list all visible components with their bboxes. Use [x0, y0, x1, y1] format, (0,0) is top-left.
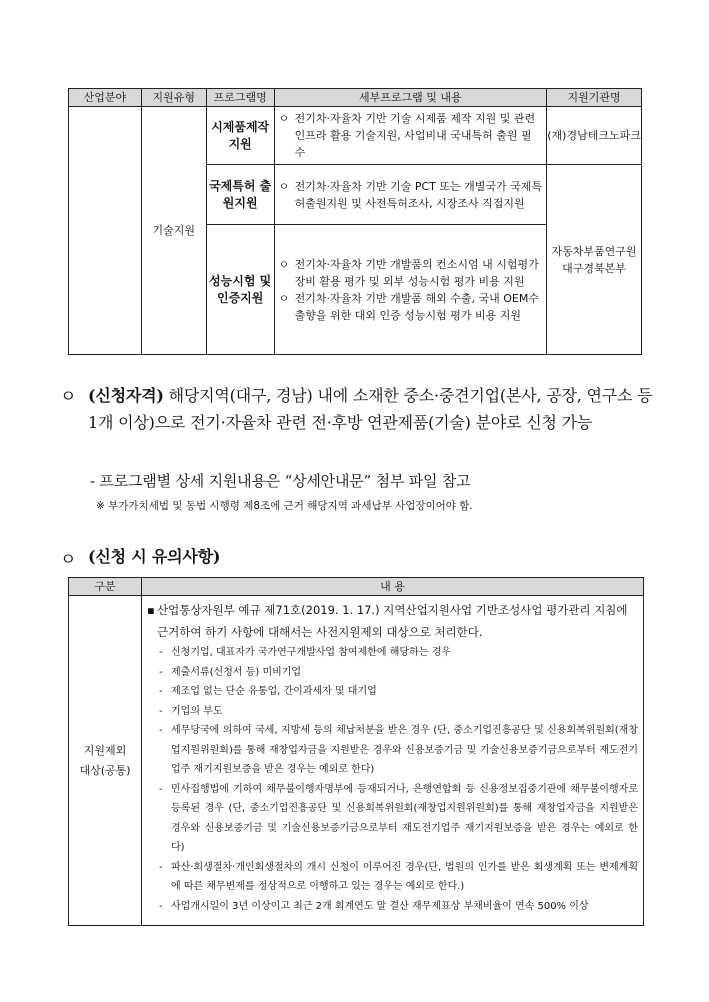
- header-content: 내 용: [142, 578, 644, 596]
- header-agency: 지원기관명: [547, 89, 642, 107]
- program-name: 시제품제작 지원: [206, 107, 274, 165]
- circle-bullet-icon: ㅇ: [278, 291, 290, 305]
- content-cell: [142, 596, 644, 926]
- circle-bullet-icon: ㅇ: [278, 179, 290, 193]
- lead-item: ▪ 산업통상자원부 예규 제71호(2019. 1. 17.) 지역산업지원사업 기반조성사업 평가관리 지침에 근거하여 하기 사항에 대해서는 사전지원제외 대상으로 처리한다.: [147, 599, 638, 643]
- circle-bullet-icon: ㅇ: [278, 257, 290, 271]
- list-item: - 파산·회생절차·개인회생절차의 개시 신청이 이루어진 경우(단, 법원의 인가를 받은 회생계획 또는 변제계획에 따른 채무변제를 정상적으로 이행하고 있는 경우는 예외로 한다.): [159, 861, 638, 892]
- exclusion-table: [68, 577, 644, 926]
- list-item: - 기업의 부도: [159, 705, 223, 717]
- category-cell: 지원제외 대상(공통): [69, 596, 142, 926]
- list-item: - 신청기업, 대표자가 국가연구개발사업 참여제한에 해당하는 경우: [159, 647, 451, 658]
- table-header-row: [69, 578, 644, 596]
- list-item: - 사업개시일이 3년 이상이고 최근 2개 회계연도 말 결산 재무제표상 부채비율이 연속 500% 이상: [159, 900, 589, 912]
- table-row: [69, 107, 642, 165]
- circle-bullet-icon: ㅇ: [60, 387, 77, 407]
- detail-item: ㅇ 전기차·자율차 기반 개발품의 컨소시엄 내 시험평가 장비 활용 평가 및 외부 성능시험 평가 비용 지원: [278, 257, 539, 288]
- detail-item: ㅇ 전기차·자율차 기반 기술 시제품 제작 지원 및 관련 인프라 활용 기술지원, 사업비내 국내특허 출원 필수: [278, 112, 536, 159]
- program-detail: [274, 225, 547, 355]
- program-name: 국제특허 출원지원: [206, 165, 274, 225]
- tax-note: ※ 부가가치세법 및 동법 시행령 제8조에 근거 해당지역 과세납부 사업장이어야 함.: [96, 500, 473, 512]
- header-industry: 산업분야: [69, 89, 142, 107]
- caution-section: [60, 545, 663, 570]
- program-detail: [274, 165, 547, 225]
- list-item: - 민사집행법에 기하여 채무불이행자명부에 등재되거나, 은행연합회 등 신용정보집중기관에 채무불이행자로 등록된 경우 (단, 중소기업진흥공단 및 신용회복위원회(재창업지원위원회)를 통해 재창업자금을 지원받은 경우와 신용보증기금 및 기술신용보증기금으로부터 재도전기업주 재기지원보증을 받은 경우는 예외로 한다): [159, 783, 638, 853]
- detail-item: ㅇ 전기차·자율차 기반 개발품 해외 수출, 국내 OEM수출향을 위한 대외 인증 성능시험 평가 비용 지원: [278, 291, 539, 322]
- square-bullet-icon: ▪: [147, 603, 155, 617]
- list-item: - 제출서류(신청서 등) 미비기업: [159, 666, 302, 678]
- attachment-note: - 프로그램별 상세 지원내용은 “상세안내문” 첨부 파일 참고: [90, 472, 471, 490]
- program-detail: [274, 107, 547, 165]
- list-item: - 세무당국에 의하여 국세, 지방세 등의 체납처분을 받은 경우 (단, 중소기업진흥공단 및 신용회복위원회(재창업지원위원회)를 통해 재창업자금을 지원받은 경우와 신용보증기금 및 기술신용보증기금으로부터 재도전기업주 재기지원보증을 받은 경우는 예외로 한다): [159, 725, 638, 775]
- eligibility-label: (신청자격): [88, 386, 164, 405]
- eligibility-text: 해당지역(대구, 경남) 내에 소재한 중소·중견기업(본사, 공장, 연구소 등 1개 이상)으로 전기·자율차 관련 전·후방 연관제품(기술) 분야로 신청 가능: [88, 386, 653, 432]
- circle-bullet-icon: ㅇ: [278, 112, 290, 125]
- eligibility-section: [60, 382, 663, 436]
- header-support-type: 지원유형: [141, 89, 206, 107]
- table-row: [69, 596, 644, 926]
- eligibility-paragraph: [88, 382, 663, 436]
- agency-cell-merged: 자동차부품연구원 대구경북본부: [547, 165, 642, 355]
- circle-bullet-icon: ㅇ: [60, 550, 77, 570]
- header-detail: 세부프로그램 및 내용: [274, 89, 547, 107]
- header-category: 구분: [69, 578, 142, 596]
- program-name: 성능시험 및 인증지원: [206, 225, 274, 355]
- list-item: - 제조업 없는 단순 유통업, 간이과세자 및 대기업: [159, 686, 377, 697]
- caution-heading: (신청 시 유의사항): [88, 547, 221, 566]
- table-header-row: [69, 89, 642, 107]
- industry-cell: [69, 107, 142, 355]
- support-type-cell: 기술지원: [141, 107, 206, 355]
- agency-cell: (재)경남테크노파크: [547, 107, 642, 165]
- support-program-table: [68, 88, 642, 355]
- detail-item: ㅇ 전기차·자율차 기반 기술 PCT 또는 개별국가 국제특허출원지원 및 사전특허조사, 시장조사 직접지원: [278, 179, 543, 210]
- header-program-name: 프로그램명: [206, 89, 274, 107]
